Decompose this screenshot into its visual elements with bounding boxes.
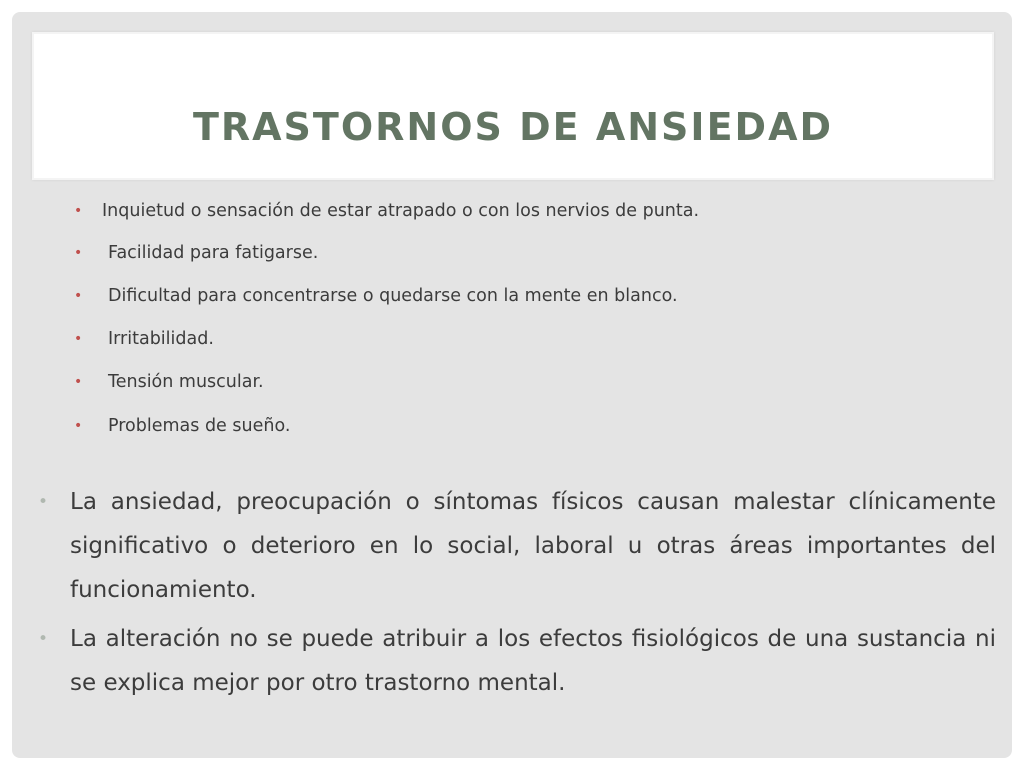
list-item-text: Facilidad para fatigarse. <box>108 243 319 263</box>
bullet-icon: • <box>38 492 49 512</box>
bullet-icon: • <box>74 203 83 219</box>
bullet-icon: • <box>38 629 49 649</box>
title-box <box>32 32 994 180</box>
list-item-text: Irritabilidad. <box>108 329 214 349</box>
bullet-icon: • <box>74 374 83 390</box>
list-item-text: Problemas de sueño. <box>108 416 291 436</box>
bullet-icon: • <box>74 331 83 347</box>
slide <box>12 12 1012 758</box>
list-item-text: Tensión muscular. <box>108 372 264 392</box>
slide-title: TRASTORNOS DE ANSIEDAD <box>192 105 834 149</box>
bullet-icon: • <box>74 288 83 304</box>
main-bullet-item <box>38 480 996 612</box>
main-bullet-text: La alteración no se puede atribuir a los efectos fisiológicos de una sustancia ni se explica mejor por otro trastorno mental. <box>70 626 996 696</box>
list-item-text: Inquietud o sensación de estar atrapado o con los nervios de punta. <box>102 201 700 221</box>
bullet-icon: • <box>74 418 83 434</box>
main-bullet-item <box>38 617 996 707</box>
main-bullet-text: La ansiedad, preocupación o síntomas físicos causan malestar clínicamente significativo o deterioro en lo social, laboral u otras áreas importantes del funcionamiento. <box>70 489 996 603</box>
bullet-icon: • <box>74 245 83 261</box>
list-item-text: Dificultad para concentrarse o quedarse con la mente en blanco. <box>108 286 678 306</box>
